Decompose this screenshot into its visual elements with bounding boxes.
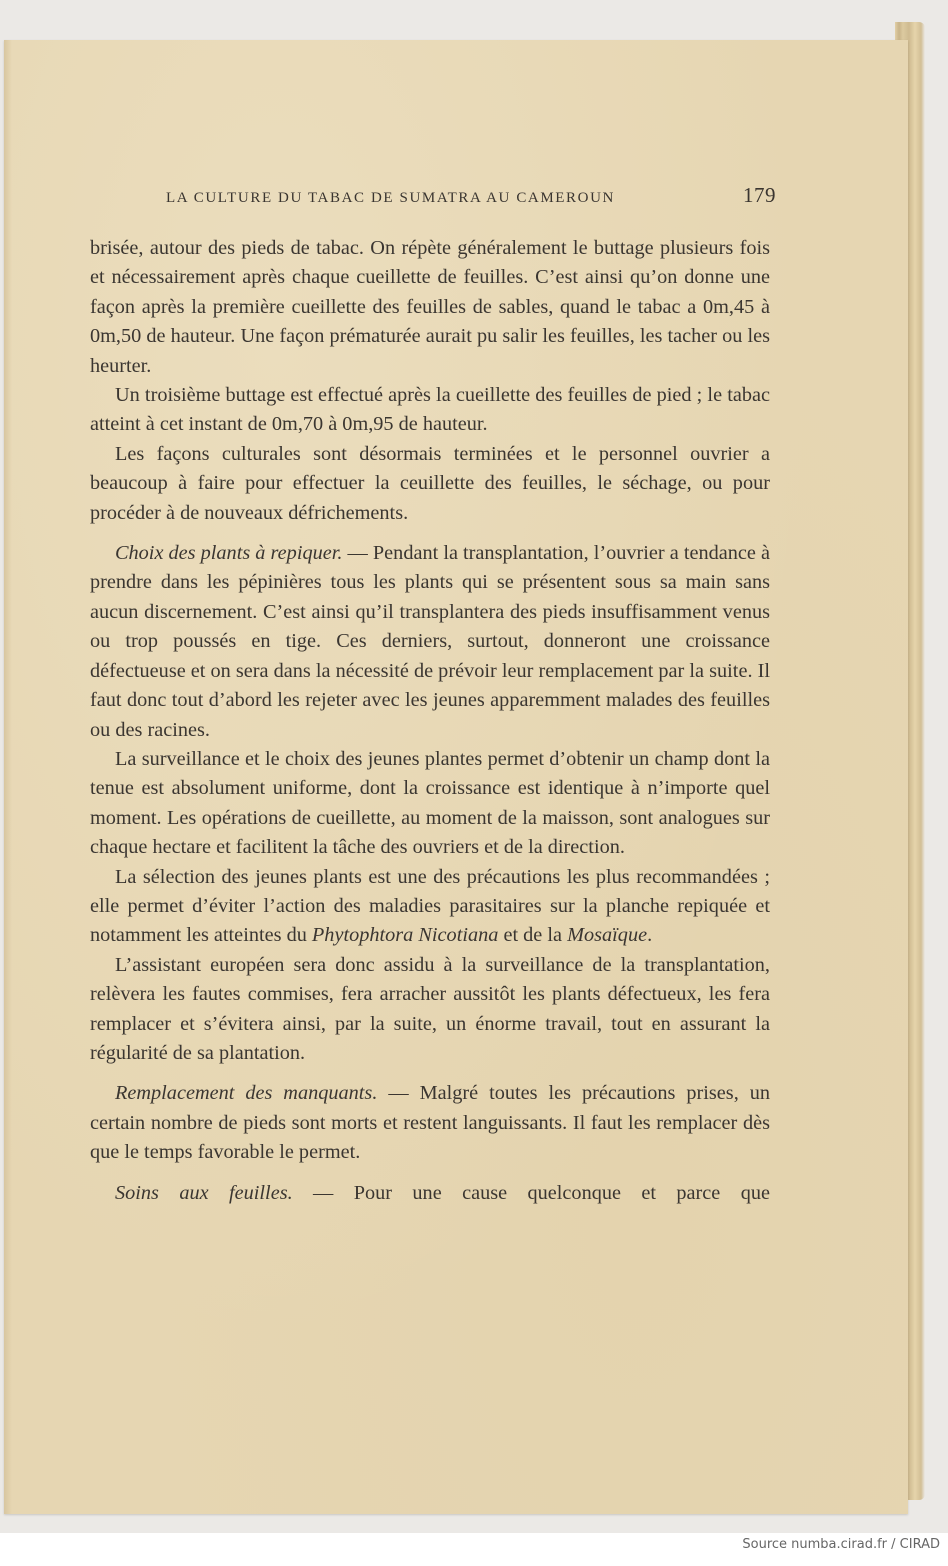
disease-name: Mosaïque bbox=[567, 924, 648, 947]
paragraph-text: — Malgré toutes les précautions prises, un certain nombre de pieds sont morts et restent languissants. Il faut les remplacer dès que le temps favorable le permet. bbox=[90, 1082, 770, 1164]
paragraph-text: Les façons culturales sont désormais terminées et le personnel ouvrier a beaucoup à faire pour effectuer la ceuillette des feuilles, le séchage, ou pour procéder à de nouveaux défrichements. bbox=[90, 442, 770, 524]
paragraph-text: La sélection des jeunes plants est une des précautions les plus recommandées ; elle permet d’éviter l’action des maladies parasitaires sur la planche repiquée et notamment les atteintes du bbox=[90, 865, 770, 947]
paragraph-text: L’assistant européen sera donc assidu à la surveillance de la transplantation, relèvera les fautes commises, fera arracher aussitôt les plants défectueux, les fera remplacer et s’évitera ainsi, par la suite, un énorme travail, tout en assurant la régularité de sa plantation. bbox=[90, 953, 770, 1064]
running-head bbox=[166, 183, 776, 208]
paragraph-text: — Pendant la transplantation, l’ouvrier a tendance à prendre dans les pépinières tous les plants qui se présentent sous sa main sans aucun discernement. C’est ainsi qu’il transplantera des pieds insuffisamment venus ou trop poussés en tige. Ces derniers, surtout, donneront une croissance défectueuse et on sera dans la nécessité de prévoir leur remplacement par la suite. Il faut donc tout d’abord les rejeter avec les jeunes apparemment malades des feuilles ou des racines. bbox=[90, 542, 770, 741]
species-name: Phytophtora Nicotiana bbox=[311, 924, 499, 947]
paragraph bbox=[90, 745, 770, 863]
section-heading: Soins aux feuilles. bbox=[115, 1181, 293, 1204]
paragraph-selection bbox=[90, 863, 770, 951]
paragraph-text: La surveillance et le choix des jeunes plantes permet d’obtenir un champ dont la tenue est absolument uniforme, dont la croissance est identique à n’importe quel moment. Les opérations de cueillette, au moment de la maisson, sont analogues sur chaque hectare et facilitent la tâche des ouvriers et de la direction. bbox=[90, 747, 770, 859]
page-number: 179 bbox=[743, 183, 776, 207]
paragraph-text: — Pour une cause quelconque et parce que bbox=[292, 1181, 770, 1204]
section-heading: Remplacement des manquants. bbox=[115, 1082, 378, 1105]
section-remplacement bbox=[90, 1079, 770, 1167]
section-soins-aux-feuilles bbox=[90, 1179, 770, 1208]
section-heading: Choix des plants à repiquer. bbox=[115, 542, 343, 565]
running-title: LA CULTURE DU TABAC DE SUMATRA AU CAMEROUN bbox=[166, 190, 615, 206]
paragraph-text: et de la bbox=[498, 924, 568, 947]
paragraph bbox=[90, 951, 770, 1069]
paragraph-text: brisée, autour des pieds de tabac. On répète généralement le buttage plusieurs fois et nécessairement après chaque cueillette de feuilles. C’est ainsi qu’on donne une façon après la première cueillette des feuilles de sables, quand le tabac a 0m,45 à 0m,50 de hauteur. Une façon prématurée aurait pu salir les feuilles, les tacher ou les heurter. bbox=[90, 237, 770, 377]
paragraph bbox=[90, 440, 770, 528]
paragraph bbox=[90, 381, 770, 440]
paragraph-text: . bbox=[647, 924, 653, 947]
body-text bbox=[90, 234, 770, 1208]
section-choix-des-plants bbox=[90, 539, 770, 745]
source-credit: Source numba.cirad.fr / CIRAD bbox=[742, 1537, 940, 1552]
paragraph-continuation bbox=[90, 234, 770, 381]
paragraph-text: Un troisième buttage est effectué après la cueillette des feuilles de pied ; le tabac atteint à cet instant de 0m,70 à 0m,95 de hauteur. bbox=[90, 384, 770, 436]
